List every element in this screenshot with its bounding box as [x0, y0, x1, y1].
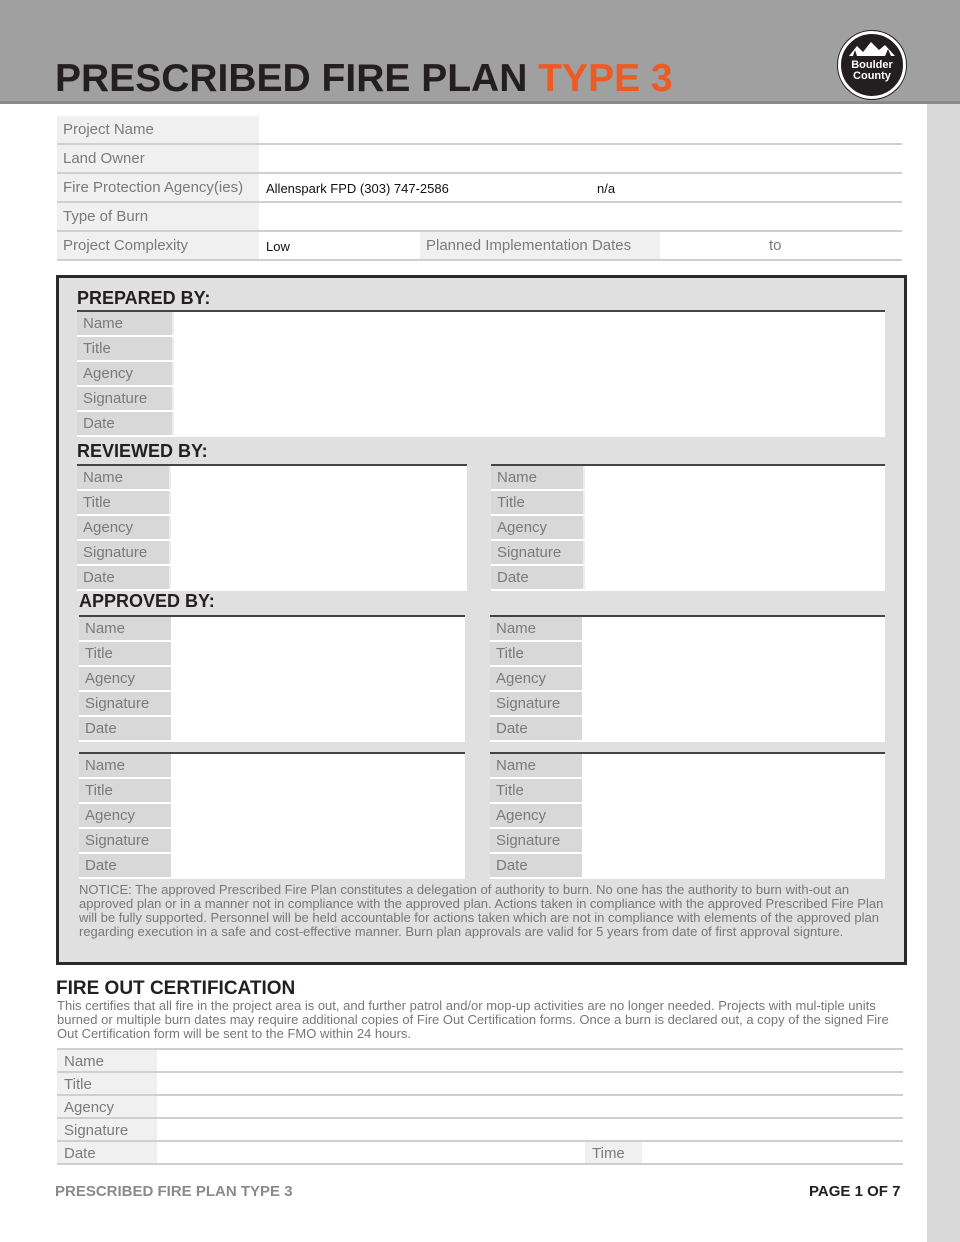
form-row-title: [490, 642, 885, 667]
form-row-name: [77, 312, 885, 337]
field-label: Signature: [64, 1122, 129, 1139]
field-label: Date: [496, 720, 528, 737]
dates-to-label: to: [769, 237, 782, 254]
field-label: Name: [85, 757, 126, 774]
agency-field[interactable]: [174, 362, 885, 385]
field-label: Title: [496, 645, 524, 662]
form-row-date: [57, 1142, 903, 1165]
title-main: PRESCRIBED FIRE PLAN: [55, 57, 528, 100]
prepared-block: [77, 310, 885, 437]
field-label: Signature: [497, 544, 562, 561]
boulder-county-logo: [838, 31, 906, 99]
field-label: Name: [83, 469, 124, 486]
project-name-row: [57, 116, 902, 145]
dates-label: [420, 232, 660, 259]
field-label: Date: [496, 857, 528, 874]
form-row-signature: [79, 692, 465, 717]
approved-block-2: [490, 615, 885, 742]
form-row-signature: [77, 541, 467, 566]
approval-notice: NOTICE: The approved Prescribed Fire Plan constitutes a delegation of authority to burn. No one has the authority to burn with-out an approved plan or in a manner not in compliance with the approved plan. Actions taken in compliance with the approved Prescribed Fire Plan will be fully supported. Personnel will be held accountable for actions taken which are not in compliance with elements of the approved plan regarding execution in a safe and cost-effective manner. Burn plan approvals are valid for 5 years from date of first approval signture.: [79, 882, 884, 939]
field-label: Agency: [85, 807, 136, 824]
form-row-title: [491, 491, 885, 516]
field-label: Date: [64, 1145, 96, 1162]
approval-box: [56, 275, 907, 965]
title-field[interactable]: [171, 642, 465, 665]
agency-value-2[interactable]: n/a: [597, 181, 616, 196]
form-row-date: [490, 717, 885, 742]
form-row-title: [77, 491, 467, 516]
right-margin-strip: [927, 104, 960, 1242]
field-label: Agency: [64, 1099, 115, 1116]
title-field[interactable]: [582, 779, 885, 802]
form-row-agency: [57, 1096, 903, 1119]
field-label: Date: [85, 857, 117, 874]
title-field[interactable]: [171, 491, 467, 514]
form-row-signature: [57, 1119, 903, 1142]
form-row-name: [77, 466, 467, 491]
field-label: Signature: [85, 695, 150, 712]
complexity-value[interactable]: Low: [266, 239, 290, 254]
agency-field[interactable]: [171, 667, 465, 690]
logo-text-line1: Boulder: [851, 59, 893, 71]
approved-block-3: [79, 752, 465, 879]
complexity-label: [57, 232, 259, 259]
complexity-row: [57, 232, 902, 261]
form-row-agency: [490, 667, 885, 692]
prepared-by-heading: PREPARED BY:: [77, 288, 211, 308]
form-row-signature: [79, 829, 465, 854]
approved-by-heading: APPROVED BY:: [79, 591, 215, 611]
field-label: Name: [85, 620, 126, 637]
logo-text-line2: County: [853, 70, 891, 82]
form-row-signature: [491, 541, 885, 566]
form-row-agency: [79, 667, 465, 692]
signature-field[interactable]: [171, 541, 467, 564]
field-label: Signature: [83, 390, 148, 407]
field-label: Date: [83, 569, 115, 586]
signature-field[interactable]: [171, 829, 465, 852]
approved-block-4: [490, 752, 885, 879]
name-field[interactable]: [171, 466, 467, 489]
project-name-label-text: Project Name: [63, 121, 154, 138]
field-label: Date: [497, 569, 529, 586]
land-owner-label: [57, 145, 259, 172]
field-label: Agency: [496, 807, 547, 824]
form-row-name: [57, 1050, 903, 1073]
name-field[interactable]: [582, 754, 885, 777]
field-label: Title: [496, 782, 524, 799]
field-label: Title: [497, 494, 525, 511]
dates-label-text: Planned Implementation Dates: [426, 237, 632, 254]
field-label: Agency: [83, 519, 134, 536]
land-owner-label-text: Land Owner: [63, 150, 145, 167]
field-label: Time: [592, 1145, 625, 1162]
field-label: Title: [83, 340, 111, 357]
field-label: Signature: [85, 832, 150, 849]
form-row-signature: [490, 829, 885, 854]
date-field[interactable]: [582, 854, 885, 877]
date-field[interactable]: [171, 854, 465, 877]
field-label: Signature: [496, 695, 561, 712]
form-row-agency: [77, 516, 467, 541]
signature-field[interactable]: [582, 829, 885, 852]
project-name-label: [57, 116, 259, 143]
title-field[interactable]: [171, 779, 465, 802]
form-row-title: [57, 1073, 903, 1096]
field-label: Date: [85, 720, 117, 737]
form-row-name: [491, 466, 885, 491]
agency-field[interactable]: [582, 804, 885, 827]
agency-value-1[interactable]: Allenspark FPD (303) 747-2586: [266, 181, 449, 196]
field-label: Signature: [496, 832, 561, 849]
land-owner-row: [57, 145, 902, 174]
form-row-date: [79, 717, 465, 742]
field-label: Title: [83, 494, 111, 511]
field-label: Name: [64, 1053, 105, 1070]
field-label: Name: [83, 315, 124, 332]
form-row-signature: [77, 387, 885, 412]
name-field[interactable]: [582, 617, 885, 640]
field-label: Name: [496, 757, 537, 774]
agency-label: [57, 174, 259, 201]
field-label: Agency: [85, 670, 136, 687]
title-field[interactable]: [174, 337, 885, 360]
type-of-burn-label: [57, 203, 259, 230]
form-row-agency: [79, 804, 465, 829]
form-row-date: [490, 854, 885, 879]
complexity-label-text: Project Complexity: [63, 237, 189, 254]
approved-block-1: [79, 615, 465, 742]
fire-out-text: This certifies that all fire in the project area is out, and further patrol and/or mop-up activities are no longer needed. Projects with mul-tiple units burned or multiple burn dates may require additional copies of Fire Out Certification forms. Once a burn is declared out, a copy of the signed Fire Out Certification form will be sent to the FMO within 24 hours.: [57, 998, 889, 1041]
date-field[interactable]: [585, 566, 885, 589]
field-label: Name: [496, 620, 537, 637]
signature-field[interactable]: [582, 692, 885, 715]
title-accent: TYPE 3: [538, 57, 673, 100]
date-field[interactable]: [171, 566, 467, 589]
fire-out-block: [57, 1048, 903, 1165]
form-row-agency: [77, 362, 885, 387]
date-field[interactable]: [174, 412, 885, 435]
form-row-signature: [490, 692, 885, 717]
fire-out-heading: FIRE OUT CERTIFICATION: [56, 978, 296, 999]
field-label: Title: [85, 645, 113, 662]
reviewed-block-left: [77, 464, 467, 591]
form-row-date: [77, 566, 467, 591]
signature-field[interactable]: [171, 692, 465, 715]
form-row-title: [490, 779, 885, 804]
agency-field[interactable]: [582, 667, 885, 690]
name-field[interactable]: [171, 617, 465, 640]
form-row-date: [77, 412, 885, 437]
name-field[interactable]: [585, 466, 885, 489]
page-title: [55, 57, 673, 101]
signature-field[interactable]: [174, 387, 885, 410]
field-label: Name: [497, 469, 538, 486]
date-field[interactable]: [582, 717, 885, 740]
title-field[interactable]: [585, 491, 885, 514]
field-label: Signature: [83, 544, 148, 561]
page-number: PAGE 1 OF 7: [809, 1183, 901, 1200]
form-row-name: [79, 754, 465, 779]
agency-field[interactable]: [171, 516, 467, 539]
form-row-title: [79, 642, 465, 667]
form-row-agency: [491, 516, 885, 541]
reviewed-block-right: [491, 464, 885, 591]
type-of-burn-label-text: Type of Burn: [63, 208, 149, 225]
agency-field[interactable]: [585, 516, 885, 539]
title-field[interactable]: [582, 642, 885, 665]
agency-label-text: Fire Protection Agency(ies): [63, 179, 244, 196]
footer-title: PRESCRIBED FIRE PLAN TYPE 3: [55, 1183, 293, 1200]
time-label: [585, 1142, 642, 1163]
agency-row: [57, 174, 902, 203]
reviewed-by-heading: REVIEWED BY:: [77, 441, 208, 461]
field-label: Title: [64, 1076, 92, 1093]
form-row-title: [79, 779, 465, 804]
form-row-name: [79, 617, 465, 642]
field-label: Title: [85, 782, 113, 799]
field-label: Date: [83, 415, 115, 432]
form-row-date: [79, 854, 465, 879]
form-row-agency: [490, 804, 885, 829]
signature-field[interactable]: [585, 541, 885, 564]
name-field[interactable]: [171, 754, 465, 777]
agency-field[interactable]: [171, 804, 465, 827]
form-row-name: [490, 617, 885, 642]
form-row-name: [490, 754, 885, 779]
date-field[interactable]: [171, 717, 465, 740]
type-of-burn-row: [57, 203, 902, 232]
form-row-date: [491, 566, 885, 591]
field-label: Agency: [496, 670, 547, 687]
field-label: Agency: [83, 365, 134, 382]
form-row-title: [77, 337, 885, 362]
field-label: Agency: [497, 519, 548, 536]
name-field[interactable]: [174, 312, 885, 335]
